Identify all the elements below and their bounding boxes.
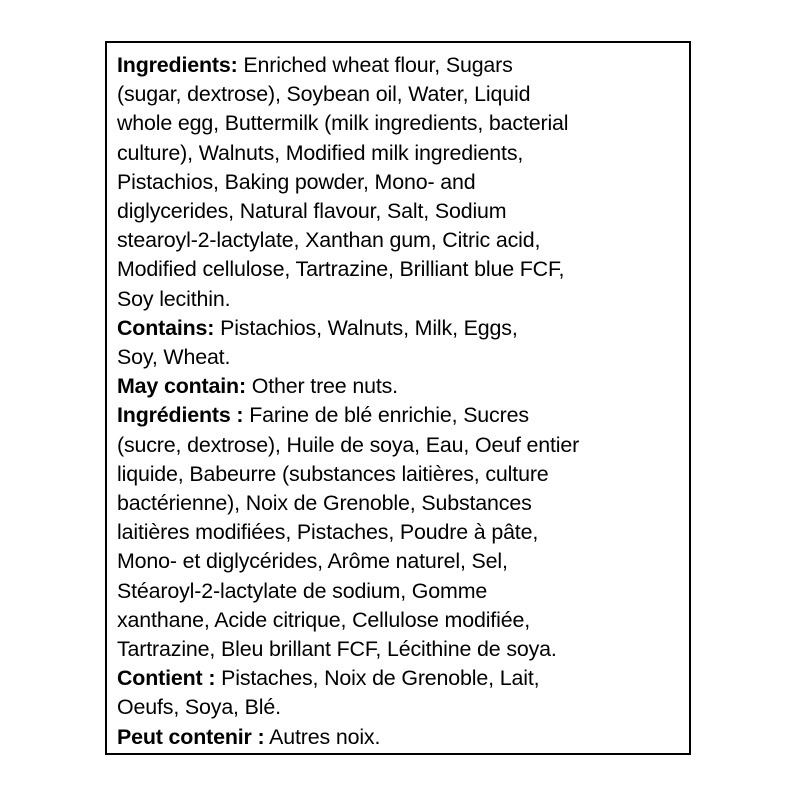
may-contain-text-fr: Autres noix. (264, 724, 381, 749)
ingredients-text: stearoyl-2-lactylate, Xanthan gum, Citric acid, (117, 228, 541, 253)
may-contain-section-fr (117, 723, 689, 752)
contains-text: Soy, Wheat. (117, 345, 231, 370)
text-line (117, 51, 689, 80)
ingredients-text-fr: liquide, Babeurre (substances laitières, culture (117, 461, 549, 486)
ingredients-heading-en: Ingredients: (117, 53, 238, 77)
text-line (117, 723, 689, 752)
may-contain-section-en (117, 372, 689, 401)
ingredients-text-fr: laitières modifiées, Pistaches, Poudre à pâte, (117, 520, 539, 545)
text-line (117, 664, 689, 693)
ingredients-text: Modified cellulose, Tartrazine, Brilliant blue FCF, (117, 257, 565, 282)
text-line (117, 314, 689, 343)
ingredients-text-fr: Mono- et diglycérides, Arôme naturel, Sel, (117, 549, 508, 574)
ingredients-text-fr: (sucre, dextrose), Huile de soya, Eau, Oeuf entier (117, 432, 580, 457)
ingredients-section-en (117, 51, 689, 314)
ingredients-text: whole egg, Buttermilk (milk ingredients, bacterial (117, 111, 569, 136)
ingredients-text: (sugar, dextrose), Soybean oil, Water, Liquid (117, 82, 531, 107)
ingredients-text: culture), Walnuts, Modified milk ingredients, (117, 140, 524, 165)
contains-section-fr (117, 664, 689, 722)
ingredients-text-fr: bactérienne), Noix de Grenoble, Substances (117, 491, 532, 516)
contains-text-fr: Pistaches, Noix de Grenoble, Lait, (215, 666, 540, 691)
may-contain-heading-fr: Peut contenir : (117, 724, 265, 749)
ingredients-text: Soy lecithin. (117, 286, 231, 311)
contains-text: Pistachios, Walnuts, Milk, Eggs, (214, 315, 518, 340)
may-contain-heading-en: May contain: (117, 374, 246, 399)
ingredients-text-fr: xanthane, Acide citrique, Cellulose modifiée, (117, 607, 530, 632)
ingredients-text-fr: Farine de blé enrichie, Sucres (243, 403, 529, 428)
ingredients-text: diglycerides, Natural flavour, Salt, Sodium (117, 199, 507, 224)
contains-heading-en: Contains: (117, 315, 215, 340)
contains-section-en (117, 314, 689, 372)
ingredients-text-fr: Stéaroyl-2-lactylate de sodium, Gomme (117, 578, 488, 603)
ingredients-text: Enriched wheat flour, Sugars (237, 53, 513, 77)
ingredients-heading-fr: Ingrédients : (117, 403, 244, 428)
text-line (117, 372, 689, 401)
text-line (117, 401, 689, 430)
ingredients-text-fr: Tartrazine, Bleu brillant FCF, Lécithine de soya. (117, 637, 557, 662)
contains-text-fr: Oeufs, Soya, Blé. (117, 695, 281, 720)
ingredients-text: Pistachios, Baking powder, Mono- and (117, 169, 476, 194)
ingredients-label-panel (105, 41, 691, 755)
ingredients-section-fr (117, 401, 689, 664)
contains-heading-fr: Contient : (117, 666, 216, 691)
may-contain-text: Other tree nuts. (245, 374, 398, 399)
